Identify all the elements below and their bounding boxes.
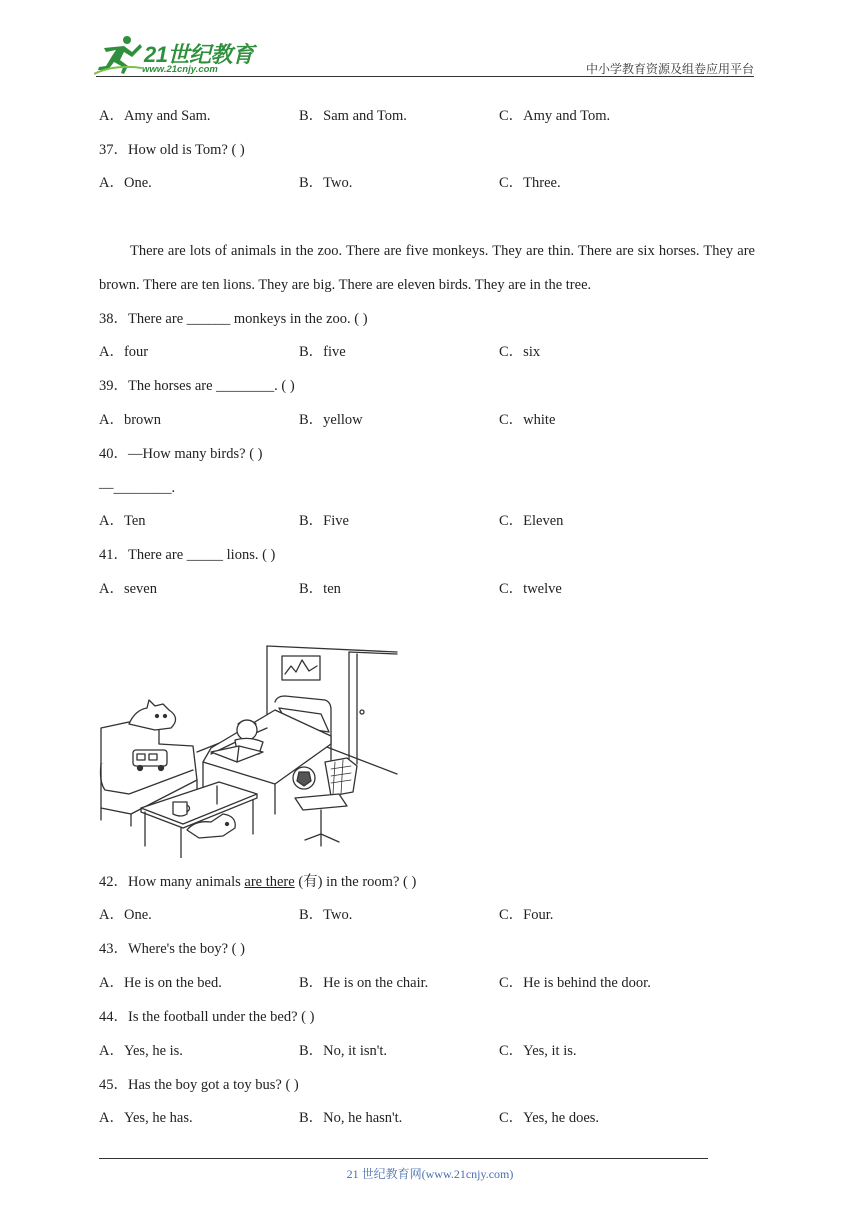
q38-question: 38．There are ______ monkeys in the zoo. ( ) bbox=[99, 311, 368, 327]
q45-question: 45．Has the boy got a toy bus? ( ) bbox=[99, 1077, 299, 1093]
q44-option-c[interactable]: C．Yes, it is. bbox=[499, 1043, 577, 1059]
q43-option-c[interactable]: C．He is behind the door. bbox=[499, 975, 651, 991]
q38-option-a[interactable]: A．four bbox=[99, 344, 149, 360]
q36-option-b[interactable]: B．Sam and Tom. bbox=[299, 108, 407, 124]
header-platform-title: 中小学教育资源及组卷应用平台 bbox=[585, 62, 754, 76]
q36-option-a[interactable]: A．Amy and Sam. bbox=[99, 108, 211, 124]
q41-option-b[interactable]: B．ten bbox=[299, 581, 341, 597]
q36-option-c[interactable]: C．Amy and Tom. bbox=[499, 108, 611, 124]
logo-url: www.21cnjy.com bbox=[142, 64, 218, 75]
footer-divider bbox=[99, 1158, 708, 1159]
q42-question-end: (有) in the room? ( ) bbox=[294, 874, 417, 890]
q43-question: 43．Where's the boy? ( ) bbox=[99, 941, 245, 957]
q43-option-a[interactable]: A．He is on the bed. bbox=[99, 975, 222, 991]
q40-option-b[interactable]: B．Five bbox=[299, 513, 349, 529]
reading-passage: There are lots of animals in the zoo. There are five monkeys. They are thin. There are six horses. They are brown. There are ten lions. They are big. There are eleven birds. They are in the tree. bbox=[99, 243, 755, 293]
header-divider bbox=[96, 76, 754, 77]
logo-text: 21世纪教育 bbox=[144, 42, 254, 67]
q38-option-b[interactable]: B．five bbox=[299, 344, 346, 360]
q44-question: 44．Is the football under the bed? ( ) bbox=[99, 1009, 315, 1025]
page-header bbox=[0, 0, 860, 80]
q42-question bbox=[99, 872, 416, 892]
q45-option-c[interactable]: C．Yes, he does. bbox=[499, 1110, 600, 1126]
logo bbox=[94, 34, 264, 78]
q40-option-c[interactable]: C．Eleven bbox=[499, 513, 564, 529]
q42-question-start: 42．How many animals bbox=[99, 874, 245, 890]
q39-option-b[interactable]: B．yellow bbox=[299, 412, 363, 428]
room-illustration bbox=[99, 644, 399, 858]
q40-answer-line: —________. bbox=[99, 480, 176, 496]
q37-question: 37．How old is Tom? ( ) bbox=[99, 142, 245, 158]
q41-option-c[interactable]: C．twelve bbox=[499, 581, 562, 597]
q39-question: 39．The horses are ________. ( ) bbox=[99, 378, 295, 394]
q44-option-b[interactable]: B．No, it isn't. bbox=[299, 1043, 388, 1059]
q41-option-a[interactable]: A．seven bbox=[99, 581, 157, 597]
q40-question: 40．—How many birds? ( ) bbox=[99, 446, 263, 462]
q45-option-a[interactable]: A．Yes, he has. bbox=[99, 1110, 193, 1126]
q39-option-c[interactable]: C．white bbox=[499, 412, 556, 428]
q37-option-a[interactable]: A．One. bbox=[99, 175, 152, 191]
q45-option-b[interactable]: B．No, he hasn't. bbox=[299, 1110, 403, 1126]
runner-logo-icon bbox=[94, 34, 144, 76]
q37-option-b[interactable]: B．Two. bbox=[299, 175, 353, 191]
q40-option-a[interactable]: A．Ten bbox=[99, 513, 146, 529]
q44-option-a[interactable]: A．Yes, he is. bbox=[99, 1043, 183, 1059]
q42-option-b[interactable]: B．Two. bbox=[299, 907, 353, 923]
q42-option-a[interactable]: A．One. bbox=[99, 907, 152, 923]
q41-question: 41．There are _____ lions. ( ) bbox=[99, 547, 276, 563]
q38-option-c[interactable]: C．six bbox=[499, 344, 541, 360]
q37-option-c[interactable]: C．Three. bbox=[499, 175, 561, 191]
footer-text: 21 世纪教育网(www.21cnjy.com) bbox=[346, 1167, 514, 1181]
q42-option-c[interactable]: C．Four. bbox=[499, 907, 554, 923]
q42-underlined-phrase: are there bbox=[244, 874, 295, 890]
q43-option-b[interactable]: B．He is on the chair. bbox=[299, 975, 429, 991]
q39-option-a[interactable]: A．brown bbox=[99, 412, 162, 428]
